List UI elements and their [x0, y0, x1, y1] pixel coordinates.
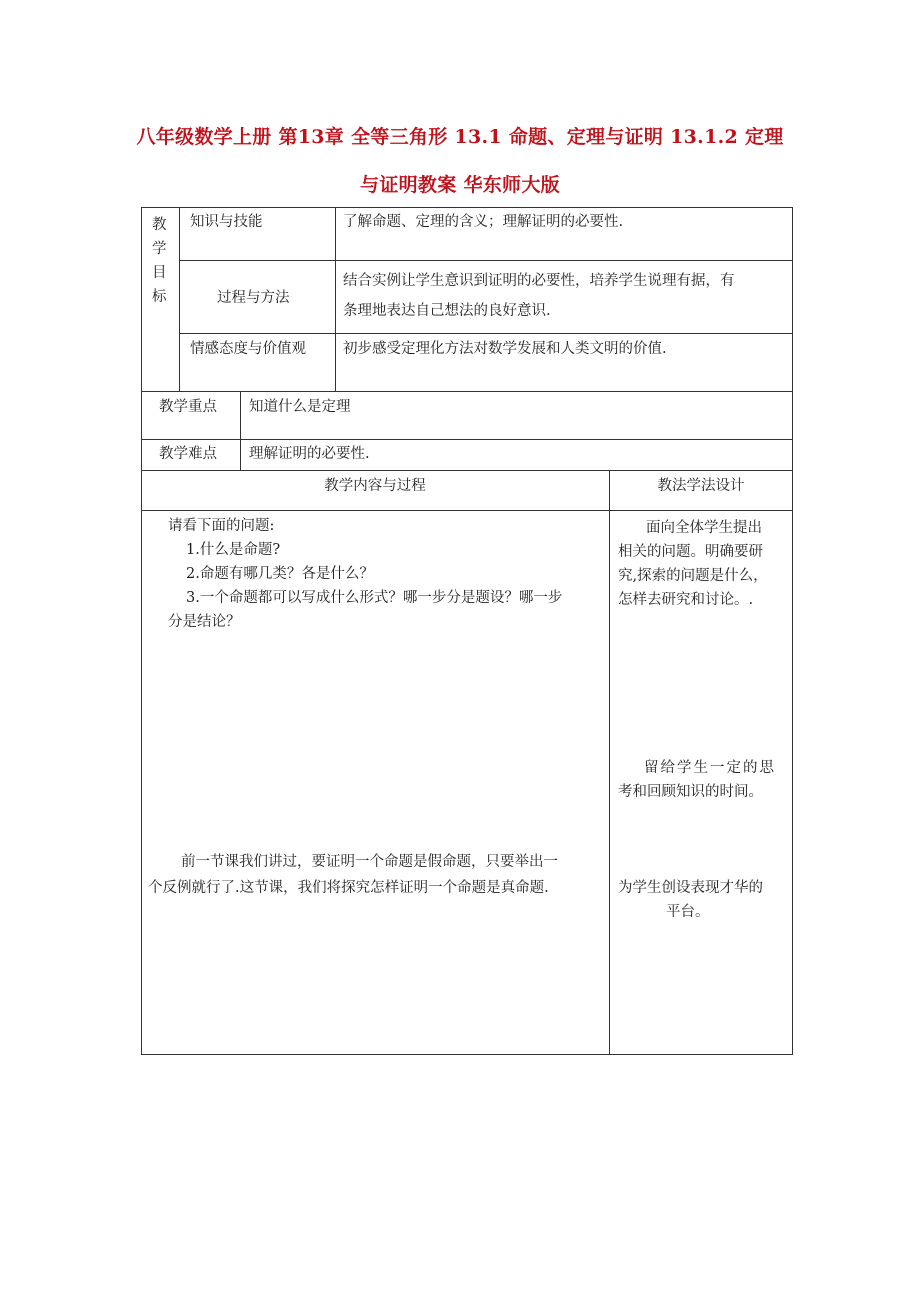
- method-note-1-line: 相关的问题。明确要研: [618, 544, 763, 560]
- method-note-1: [618, 516, 790, 612]
- objective-content-knowledge: 了解命题、定理的含义；理解证明的必要性.: [343, 214, 624, 230]
- objectives-bottom-divider: [141, 391, 793, 392]
- page-title-line-1: 八年级数学上册 第13章 全等三角形 13.1 命题、定理与证明 13.1.2 定理: [136, 126, 784, 148]
- content-paragraph-line-2: 个反例就行了.这节课，我们将探究怎样证明一个命题是真命题.: [148, 880, 549, 896]
- method-note-2-line: 考和回顾知识的时间。: [618, 784, 763, 800]
- objectives-label: [152, 213, 170, 309]
- objective-content-attitude: 初步感受定理化方法对数学发展和人类文明的价值.: [343, 341, 667, 357]
- objectives-label-char: 学: [152, 241, 167, 257]
- content-question-1: 1.什么是命题?: [186, 542, 281, 558]
- objective-name-knowledge: 知识与技能: [190, 214, 263, 230]
- key-point-content: 知道什么是定理: [249, 399, 351, 415]
- difficulty-top-divider: [141, 439, 793, 440]
- method-note-1-line: 究,探索的问题是什么，: [618, 568, 768, 584]
- method-note-3: [618, 876, 790, 924]
- method-note-2: [618, 756, 790, 804]
- objective-content-process-line: 条理地表达自己想法的良好意识.: [343, 303, 551, 319]
- content-question-2: 2.命题有哪几类？各是什么？: [186, 566, 374, 582]
- method-note-3-line: 为学生创设表现才华的: [618, 880, 763, 896]
- objective-name-attitude: 情感态度与价值观: [190, 341, 306, 357]
- method-column-header: 教法学法设计: [657, 478, 745, 494]
- key-point-label: 教学重点: [159, 399, 217, 415]
- objectives-row-divider-1: [179, 260, 792, 261]
- objectives-label-char: 目: [152, 265, 167, 281]
- content-question-3-line-1: 3.一个命题都可以写成什么形式？哪一步分是题设？哪一步: [186, 590, 563, 606]
- difficulty-label: 教学难点: [159, 446, 217, 462]
- method-note-2-line: 留给学生一定的思: [644, 760, 776, 776]
- objectives-label-char: 标: [152, 289, 167, 305]
- method-note-3-line: 平台。: [666, 904, 710, 920]
- content-column-divider: [609, 470, 610, 1054]
- objective-content-process-line: 结合实例让学生意识到证明的必要性，培养学生说理有据，有: [343, 273, 735, 289]
- objectives-row-divider-2: [179, 333, 792, 334]
- objective-content-process: [343, 266, 788, 326]
- content-intro: 请看下面的问题:: [168, 518, 275, 534]
- header-bottom-divider: [141, 510, 793, 511]
- method-note-1-line: 怎样去研究和讨论。.: [618, 592, 754, 608]
- key-point-divider: [240, 391, 241, 470]
- objective-name-process: 过程与方法: [217, 290, 290, 306]
- difficulty-bottom-divider: [141, 470, 793, 471]
- page-title-line-2: 与证明教案 华东师大版: [360, 174, 560, 196]
- content-column-header: 教学内容与过程: [324, 478, 426, 494]
- content-question-3-line-2: 分是结论？: [168, 614, 241, 630]
- objectives-name-divider: [335, 207, 336, 391]
- objectives-label-char: 教: [152, 217, 167, 233]
- method-note-1-line: 面向全体学生提出: [646, 520, 762, 536]
- objectives-label-divider: [179, 207, 180, 391]
- difficulty-content: 理解证明的必要性.: [249, 446, 370, 462]
- content-paragraph-line-1: 前一节课我们讲过，要证明一个命题是假命题，只要举出一: [181, 854, 558, 870]
